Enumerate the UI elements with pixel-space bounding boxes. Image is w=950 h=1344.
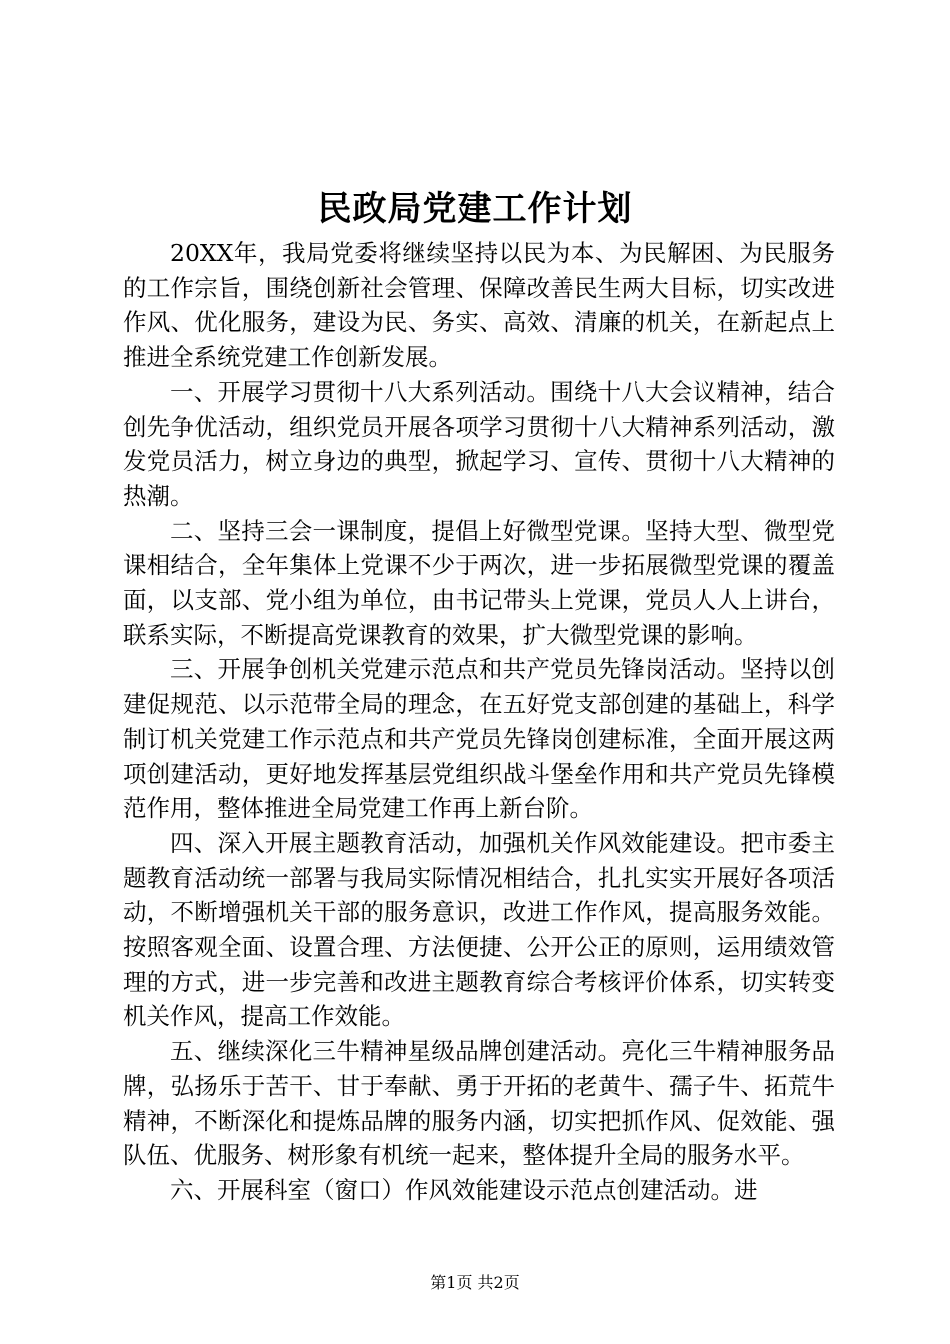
paragraph-item-2: 二、坚持三会一课制度，提倡上好微型党课。坚持大型、微型党课相结合，全年集体上党课不少于两次，进一步拓展微型党课的覆盖面，以支部、党小组为单位，由书记带头上党课，党员人人上讲台，联系实际，不断提高党课教育的效果，扩大微型党课的影响。 (123, 516, 835, 649)
paragraph-item-6: 六、开展科室（窗口）作风效能建设示范点创建活动。进 (170, 1175, 758, 1204)
page-number-footer: 第1页 共2页 (430, 1273, 520, 1292)
document-body (123, 236, 835, 1208)
paragraph-item-4: 四、深入开展主题教育活动，加强机关作风效能建设。把市委主题教育活动统一部署与我局实际情况相结合，扎扎实实开展好各项活动，不断增强机关干部的服务意识，改进工作作风，提高服务效能。按照客观全面、设置合理、方法便捷、公开公正的原则，运用绩效管理的方式，进一步完善和改进主题教育综合考核评价体系，切实转变机关作风，提高工作效能。 (123, 828, 835, 1031)
paragraph-item-1: 一、开展学习贯彻十八大系列活动。围绕十八大会议精神，结合创先争优活动，组织党员开展各项学习贯彻十八大精神系列活动，激发党员活力，树立身边的典型，掀起学习、宣传、贯彻十八大精神的热潮。 (123, 377, 835, 510)
paragraph-item-5: 五、继续深化三牛精神星级品牌创建活动。亮化三牛精神服务品牌，弘扬乐于苦干、甘于奉献、勇于开拓的老黄牛、孺子牛、拓荒牛精神，不断深化和提炼品牌的服务内涵，切实把抓作风、促效能、强队伍、优服务、树形象有机统一起来，整体提升全局的服务水平。 (123, 1037, 835, 1170)
document-title: 民政局党建工作计划 (317, 189, 633, 229)
paragraph-intro: 20XX年，我局党委将继续坚持以民为本、为民解困、为民服务的工作宗旨，围绕创新社会管理、保障改善民生两大目标，切实改进作风、优化服务，建设为民、务实、高效、清廉的机关，在新起点上推进全系统党建工作创新发展。 (123, 239, 835, 372)
paragraph-item-3: 三、开展争创机关党建示范点和共产党员先锋岗活动。坚持以创建促规范、以示范带全局的理念，在五好党支部创建的基础上，科学制订机关党建工作示范点和共产党员先锋岗创建标准，全面开展这两项创建活动，更好地发挥基层党组织战斗堡垒作用和共产党员先锋模范作用，整体推进全局党建工作再上新台阶。 (123, 655, 835, 823)
